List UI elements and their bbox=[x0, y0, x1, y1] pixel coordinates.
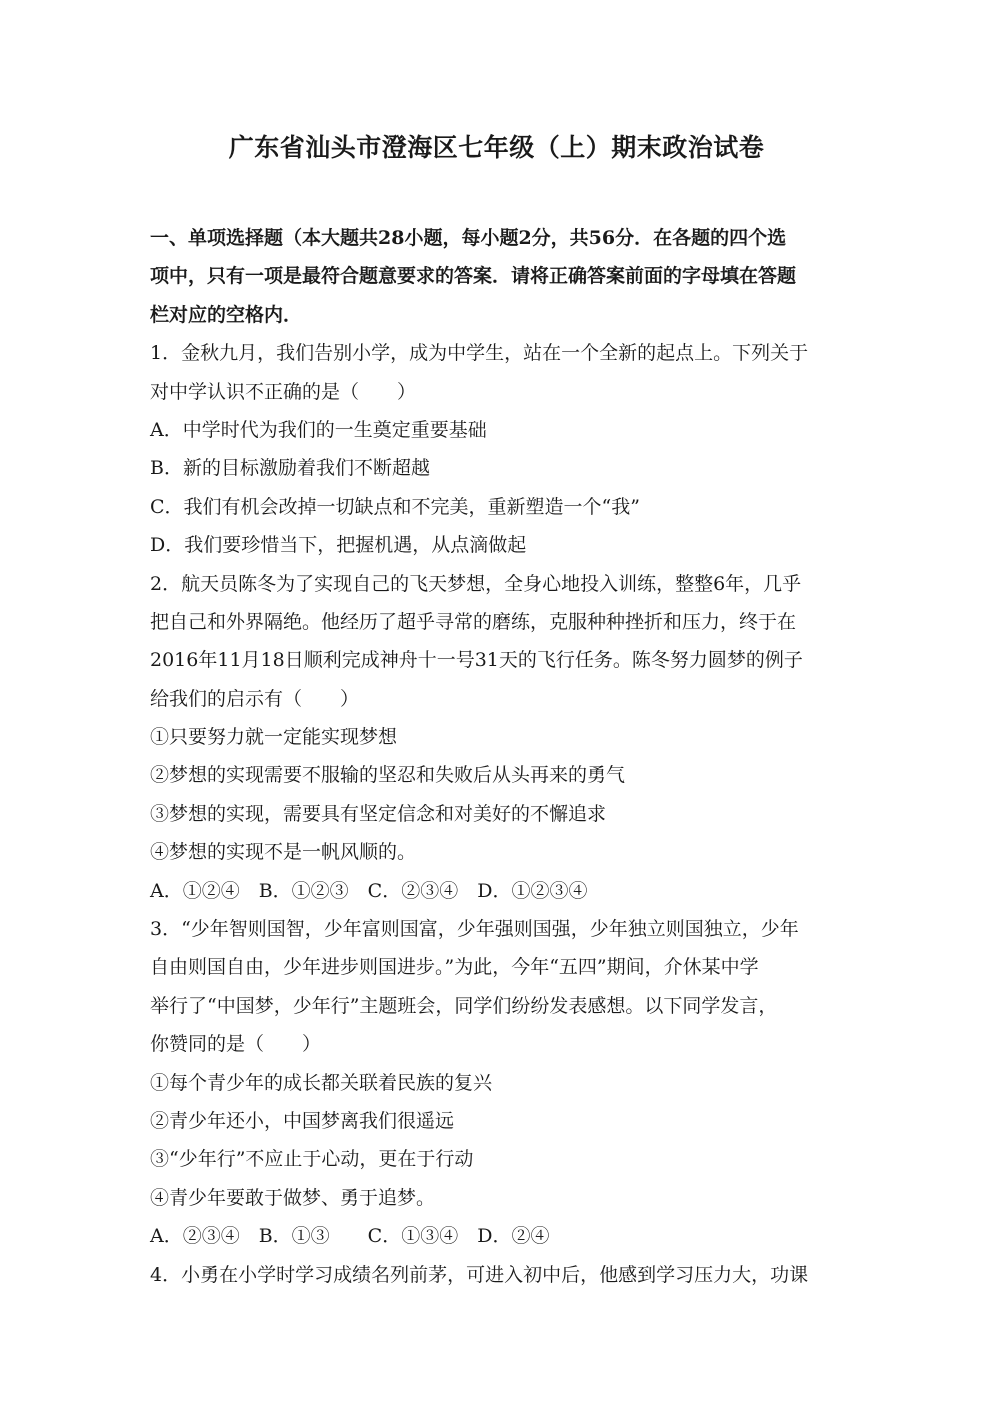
document-body bbox=[150, 219, 846, 1294]
answer-options: A．①②④ B．①②③ C．②③④ D．①②③④ bbox=[150, 879, 588, 902]
question-4-stem: 4．小勇在小学时学习成绩名列前茅，可进入初中后，他感到学习压力大，功课 bbox=[150, 1263, 809, 1286]
question-1-stem: 对中学认识不正确的是（ ） bbox=[150, 380, 417, 403]
text-line: 项中，只有一项是最符合题意要求的答案．请将正确答案前面的字母填在答题 bbox=[150, 265, 797, 288]
statement-item: ①只要努力就一定能实现梦想 bbox=[150, 726, 398, 749]
question-2-stem: 把自己和外界隔绝。他经历了超乎寻常的磨练，克服种种挫折和压力，终于在 bbox=[150, 610, 797, 633]
statement-item: ②青少年还小，中国梦离我们很遥远 bbox=[150, 1109, 455, 1132]
option-a: A．中学时代为我们的一生奠定重要基础 bbox=[150, 418, 487, 441]
statement-item: ④梦想的实现不是一帆风顺的。 bbox=[150, 841, 417, 864]
text-line: 栏对应的空格内． bbox=[150, 303, 303, 326]
question-1-stem: 1．金秋九月，我们告别小学，成为中学生，站在一个全新的起点上。下列关于 bbox=[150, 342, 809, 365]
statement-item: ①每个青少年的成长都关联着民族的复兴 bbox=[150, 1071, 493, 1094]
statement-item: ③“少年行”不应止于心动，更在于行动 bbox=[150, 1148, 474, 1171]
option-d: D．我们要珍惜当下，把握机遇，从点滴做起 bbox=[150, 534, 527, 557]
text-line: 一、单项选择题（本大题共28小题，每小题2分，共56分．在各题的四个选 bbox=[150, 227, 787, 249]
question-3-stem: 举行了“中国梦，少年行”主题班会，同学们纷纷发表感想。以下同学发言， bbox=[150, 994, 778, 1017]
statement-item: ④青少年要敢于做梦、勇于追梦。 bbox=[150, 1186, 436, 1209]
question-2-stem: 2016年11月18日顺利完成神舟十一号31天的飞行任务。陈冬努力圆梦的例子 bbox=[150, 649, 803, 672]
statement-item: ③梦想的实现，需要具有坚定信念和对美好的不懈追求 bbox=[150, 802, 607, 825]
answer-options: A．②③④ B．①③ C．①③④ D．②④ bbox=[150, 1225, 550, 1248]
statement-item: ②梦想的实现需要不服输的坚忍和失败后从头再来的勇气 bbox=[150, 764, 626, 787]
question-3-stem: 3．“少年智则国智，少年富则国富，少年强则国强，少年独立则国独立，少年 bbox=[150, 918, 799, 941]
option-b: B．新的目标激励着我们不断超越 bbox=[150, 457, 430, 480]
option-c: C．我们有机会改掉一切缺点和不完美，重新塑造一个“我” bbox=[150, 495, 640, 518]
page-title: 广东省汕头市澄海区七年级（上）期末政治试卷 bbox=[228, 133, 765, 162]
question-3-stem: 你赞同的是（ ） bbox=[150, 1033, 322, 1056]
question-3-stem: 自由则国自由，少年进步则国进步。”为此，今年“五四”期间，介休某中学 bbox=[150, 956, 759, 979]
question-2-stem: 给我们的启示有（ ） bbox=[150, 687, 360, 710]
question-2-stem: 2．航天员陈冬为了实现自己的飞天梦想，全身心地投入训练，整整6年，几乎 bbox=[150, 572, 802, 595]
